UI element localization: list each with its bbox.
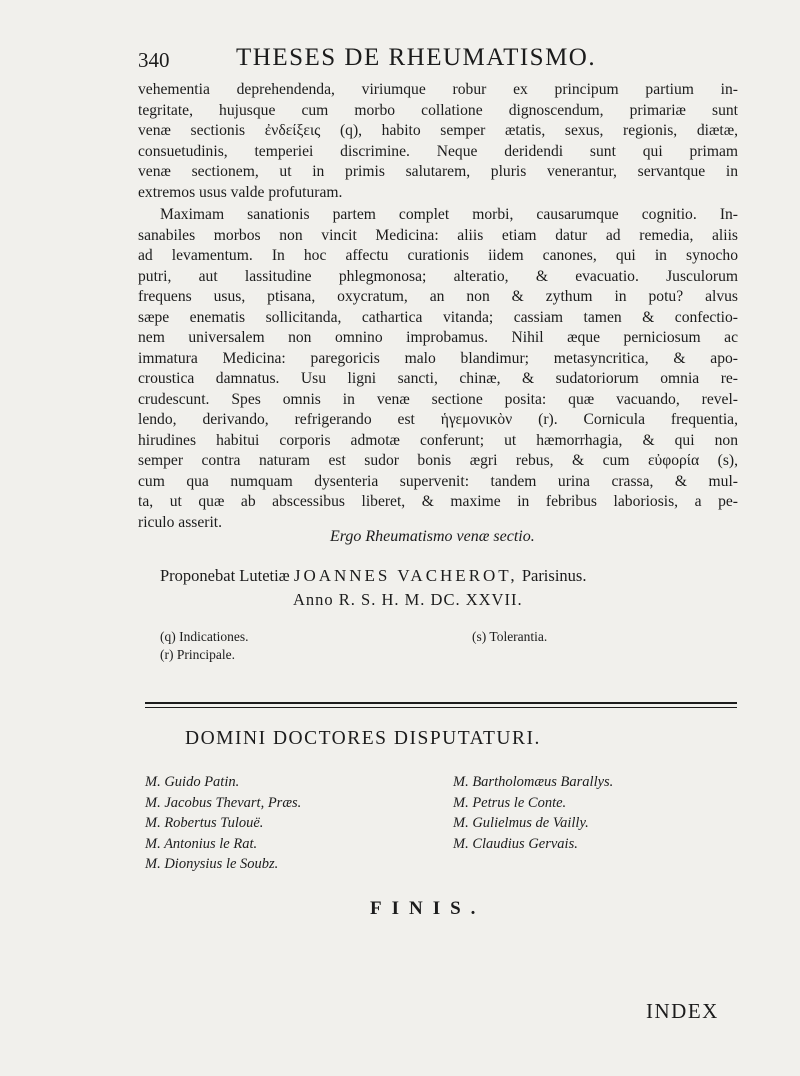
text-line: frequens usus, ptisana, oxycratum, an non & zythum in potu? alvus xyxy=(138,288,738,305)
catchword: INDEX xyxy=(646,999,719,1023)
footnote-mark: (r) xyxy=(160,647,174,662)
doctor-name: M. Gulielmus de Vailly. xyxy=(453,815,589,831)
text-line: crudescunt. Spes omnis in venæ sectione posita: quæ vacuando, revel- xyxy=(138,390,738,408)
text-line: cum qua numquam dysenteria supervenit: tandem urina crassa, & mul- xyxy=(138,472,738,490)
running-title: THESES DE RHEUMATISMO. xyxy=(236,44,597,71)
text-line: sæpe enematis sollicitanda, cathartica vitanda; cassiam tamen & confectio- xyxy=(138,308,738,326)
text-line: putri, aut lassitudine phlegmonosa; alteratio, & evacuatio. Jusculorum xyxy=(138,267,738,285)
footnote-mark: (q) xyxy=(160,629,176,644)
page-number: 340 xyxy=(138,48,170,72)
text-line: nem universalem non omnino improbamus. Nihil æque perniciosum ac xyxy=(138,329,738,346)
proponent-name: JOANNES VACHEROT, xyxy=(293,566,518,585)
footnote-mark: (s) xyxy=(472,629,487,644)
footnote xyxy=(160,646,235,664)
doctor-name: M. Bartholomæus Barallys. xyxy=(453,774,614,790)
proponent-line xyxy=(160,566,586,586)
text-line: consuetudinis, temperiei discrimine. Neque deridendi sunt qui primam xyxy=(138,142,738,160)
text-line: riculo asserit. xyxy=(138,513,223,531)
doctor-name: M. Dionysius le Soubz. xyxy=(145,856,279,872)
doctor-name: M. Guido Patin. xyxy=(145,774,240,790)
divider-rule xyxy=(145,707,737,708)
doctor-name: M. Robertus Tulouë. xyxy=(145,815,264,831)
doctor-name: M. Jacobus Thevart, Præs. xyxy=(145,794,302,811)
footnote-text: Tolerantia. xyxy=(489,629,548,644)
text-line: croustica damnatus. Usu ligni sancti, chinæ, & sudatoriorum omnia re- xyxy=(138,370,738,387)
text-line: hirudines habitui corporis admotæ conferunt; ut hæmorrhagia, & qui non xyxy=(138,431,738,449)
thesis-text xyxy=(138,80,738,533)
doctors-column-left xyxy=(145,772,301,875)
text-line: ta, ut quæ ab abscessibus liberet, & maxime in febribus laboriosis, a pe- xyxy=(138,493,738,510)
proponent-suffix: Parisinus. xyxy=(521,566,587,585)
footnote-text: Principale. xyxy=(176,647,235,662)
doctors-column-right xyxy=(453,772,613,854)
doctor-name: M. Antonius le Rat. xyxy=(145,835,258,852)
text-line: extremos usus valde profuturam. xyxy=(138,183,343,201)
thesis-conclusion: Ergo Rheumatismo venæ sectio. xyxy=(330,528,535,545)
footnote xyxy=(160,628,248,646)
year-line: Anno R. S. H. M. DC. XXVII. xyxy=(293,590,523,609)
running-header xyxy=(138,44,658,76)
text-line: vehementia deprehendenda, viriumque robur ex principum partium in- xyxy=(138,81,738,98)
footnote xyxy=(472,628,547,646)
doctor-name: M. Claudius Gervais. xyxy=(453,835,578,852)
text-line: sanabiles morbos non vincit Medicina: aliis etiam datur ad remedia, aliis xyxy=(138,226,738,244)
text-line: ad levamentum. In hoc affectu curationis iidem canones, qui in synocho xyxy=(138,247,738,264)
doctors-heading: DOMINI DOCTORES DISPUTATURI. xyxy=(185,728,541,749)
footnote-text: Indicationes. xyxy=(179,629,249,644)
text-line: venæ sectionis ἐνδείξεις (q), habito semper ætatis, sexus, regionis, diætæ, xyxy=(138,122,738,139)
divider-rule xyxy=(145,702,737,704)
text-line: venæ sectionem, ut in primis salutarem, pluris venerantur, servantque in xyxy=(138,163,738,180)
text-line: Maximam sanationis partem complet morbi, causarumque cognitio. In- xyxy=(160,206,738,223)
text-line: semper contra naturam est sudor bonis ægri rebus, & cum εὐφορία (s), xyxy=(138,452,738,469)
text-line: immatura Medicina: paregoricis malo blandimur; metasyncritica, & apo- xyxy=(138,349,738,367)
finis-mark: FINIS. xyxy=(370,898,486,919)
proponent-prefix: Proponebat Lutetiæ xyxy=(160,566,290,585)
doctor-name: M. Petrus le Conte. xyxy=(453,794,567,811)
text-line: lendo, derivando, refrigerando est ἡγεμονικὸν (r). Cornicula frequentia, xyxy=(138,411,738,428)
text-line: tegritate, hujusque cum morbo collatione dignoscendum, primariæ sunt xyxy=(138,101,738,119)
